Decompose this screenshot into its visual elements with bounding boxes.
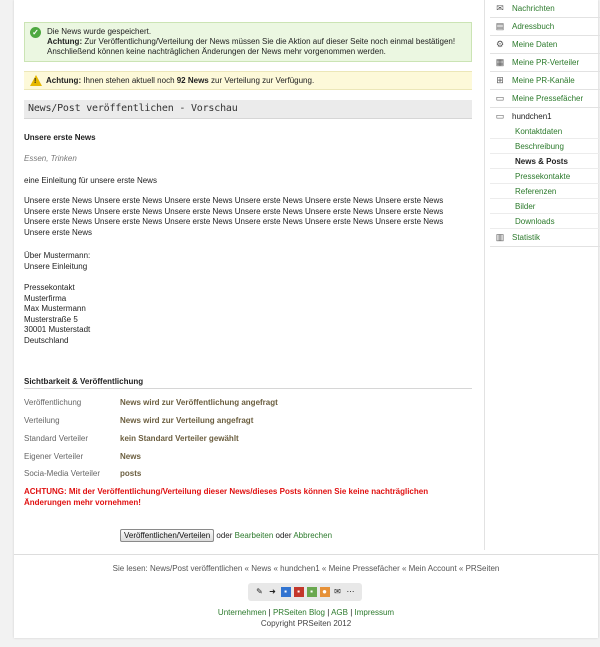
speech-bubble-icon: ▭ — [495, 111, 505, 121]
sidebar-sub-downloads[interactable]: Downloads — [490, 214, 600, 229]
arrow-icon[interactable]: ➜ — [269, 587, 276, 596]
copyright: Copyright PRSeiten 2012 — [260, 619, 352, 628]
sidebar-item-pressefaecher[interactable] — [490, 90, 600, 108]
visibility-title: Sichtbarkeit & Veröffentlichung — [24, 377, 472, 389]
contact-line: Pressekontakt — [24, 283, 75, 292]
row-label: Veröffentlichung — [24, 398, 82, 407]
about-label: Über Mustermann: — [24, 251, 91, 260]
sidebar-item-label: Meine Daten — [512, 40, 558, 49]
footer-link-blog[interactable]: PRSeiten Blog — [272, 608, 325, 617]
about-text: Unsere Einleitung — [24, 261, 88, 271]
address-book-icon: ▤ — [495, 21, 505, 31]
warn-text-before: Ihnen stehen aktuell noch — [81, 76, 177, 85]
success-attention-text: Zur Veröffentlichung/Verteilung der News müssen Sie die Aktion auf dieser Seite noch einmal bestätigen! — [82, 37, 456, 46]
row-value: News wird zur Veröffentlichung angefragt — [120, 398, 278, 407]
share-toolbar — [248, 583, 362, 601]
sidebar-item-nachrichten[interactable] — [490, 0, 600, 18]
row-label: Socia-Media Verteiler — [24, 469, 101, 478]
row-value: posts — [120, 469, 142, 478]
final-warning: ACHTUNG: Mit der Veröffentlichung/Verteilung dieser News/dieses Posts können Sie keine nachträglichen Änderungen mehr vornehmen! — [24, 487, 429, 507]
sidebar-item-pr-verteiler[interactable] — [490, 54, 600, 72]
sidebar-divider — [484, 0, 485, 550]
sidebar-item-meine-daten[interactable] — [490, 36, 600, 54]
sidebar-item-label: Meine PR-Verteiler — [512, 58, 580, 67]
news-intro: eine Einleitung für unsere erste News — [24, 176, 157, 185]
news-title: Unsere erste News — [24, 133, 96, 142]
cancel-link[interactable]: Abbrechen — [293, 531, 333, 540]
separator: | — [324, 608, 332, 617]
digg-icon[interactable]: ▪ — [294, 587, 304, 597]
success-line-3: Anschließend können keine nachträglichen Änderungen der News mehr vorgenommen werden. — [47, 47, 386, 56]
or-text: oder — [214, 531, 235, 540]
row-label: Eigener Verteiler — [24, 452, 84, 461]
sidebar-item-label: Meine Pressefächer — [512, 94, 584, 103]
warn-attention-label: Achtung: — [46, 76, 82, 85]
envelope-icon: ✉ — [496, 3, 504, 13]
news-categories: Essen, Trinken — [24, 154, 77, 163]
sidebar-item-label: Meine PR-Kanäle — [512, 76, 575, 85]
sidebar-sub-pressekontakte[interactable]: Pressekontakte — [490, 169, 600, 184]
sidebar-item-pr-kanaele[interactable] — [490, 72, 600, 90]
sidebar-sub-beschreibung[interactable]: Beschreibung — [490, 139, 600, 154]
mail-icon[interactable]: ✉ — [334, 587, 341, 596]
separator: | — [347, 608, 355, 617]
sidebar-sub-referenzen[interactable]: Referenzen — [490, 184, 600, 199]
sidebar-item-statistik[interactable] — [490, 229, 600, 247]
delicious-icon[interactable]: ▪ — [281, 587, 291, 597]
contact-line: Deutschland — [24, 335, 69, 345]
sidebar-sub-news-posts[interactable]: News & Posts — [490, 154, 600, 169]
row-value: kein Standard Verteiler gewählt — [120, 434, 239, 443]
contact-line: Max Mustermann — [24, 304, 86, 313]
row-value: News wird zur Verteilung angefragt — [120, 416, 254, 425]
warn-count: 92 News — [176, 76, 209, 85]
success-attention-label: Achtung: — [47, 37, 83, 46]
contact-line: Musterfirma — [24, 293, 67, 303]
row-value: News — [120, 452, 141, 461]
bar-chart-icon: ▥ — [495, 232, 505, 242]
contact-line: 30001 Musterstadt — [24, 325, 91, 334]
footer-divider — [14, 554, 598, 555]
sidebar-item-label: Adressbuch — [512, 22, 555, 31]
more-icon[interactable]: ⋯ — [346, 587, 355, 596]
sidebar-item-label: Statistik — [512, 233, 541, 242]
success-message — [24, 22, 472, 62]
success-line-1: Die News wurde gespeichert. — [47, 27, 152, 36]
publish-button[interactable]: Veröffentlichen/Verteilen — [120, 529, 214, 542]
sidebar-item-adressbuch[interactable] — [490, 18, 600, 36]
action-bar — [120, 529, 332, 543]
gear-icon: ⚙ — [495, 39, 505, 49]
sidebar-sub-kontaktdaten[interactable]: Kontaktdaten — [490, 124, 600, 139]
news-body: Unsere erste News Unsere erste News Unsere erste News Unsere erste News Unsere erste News Unsere erste News Unsere erste News Unsere erste News Unsere erste News Unsere erste News Unsere erste News Unsere erste News Unsere erste News Unsere erste News Unsere erste News Unsere erste News Unsere erste News Unsere erste News Unsere erste News — [24, 196, 444, 237]
breadcrumb: Sie lesen: News/Post veröffentlichen « News « hundchen1 « Meine Pressefächer « Mein Account « PRSeiten — [112, 564, 500, 573]
row-label: Standard Verteiler — [24, 434, 89, 443]
or-text: oder — [273, 531, 294, 540]
sidebar-item-label: Nachrichten — [512, 4, 555, 13]
separator: | — [266, 608, 273, 617]
speech-bubble-icon: ▭ — [495, 93, 505, 103]
check-circle-icon: ✓ — [30, 27, 41, 38]
social-icon[interactable]: ● — [320, 587, 330, 597]
sidebar-item-label: hundchen1 — [512, 112, 552, 121]
footer-link-impressum[interactable]: Impressum — [354, 608, 395, 617]
contact-line: Musterstraße 5 — [24, 314, 78, 324]
warn-text-after: zur Verteilung zur Verfügung. — [208, 76, 315, 85]
page-container — [14, 0, 598, 638]
footer-link-agb[interactable]: AGB — [331, 608, 348, 617]
channel-icon: ⊞ — [496, 75, 504, 85]
distributor-icon: ▦ — [495, 57, 505, 67]
news-about — [24, 251, 90, 272]
row-label: Verteilung — [24, 416, 60, 425]
footer-link-unternehmen[interactable]: Unternehmen — [217, 608, 267, 617]
success-line-2 — [47, 37, 465, 47]
section-title: News/Post veröffentlichen - Vorschau — [24, 100, 472, 119]
sidebar-sub-bilder[interactable]: Bilder — [490, 199, 600, 214]
warning-triangle-icon: ! — [30, 75, 42, 86]
press-contact — [24, 283, 90, 346]
bookmark-icon[interactable]: ✎ — [256, 587, 263, 596]
edit-link[interactable]: Bearbeiten — [234, 531, 274, 540]
footer-links — [14, 608, 598, 617]
image-icon[interactable]: ▪ — [307, 587, 317, 597]
quota-warning — [24, 71, 472, 90]
